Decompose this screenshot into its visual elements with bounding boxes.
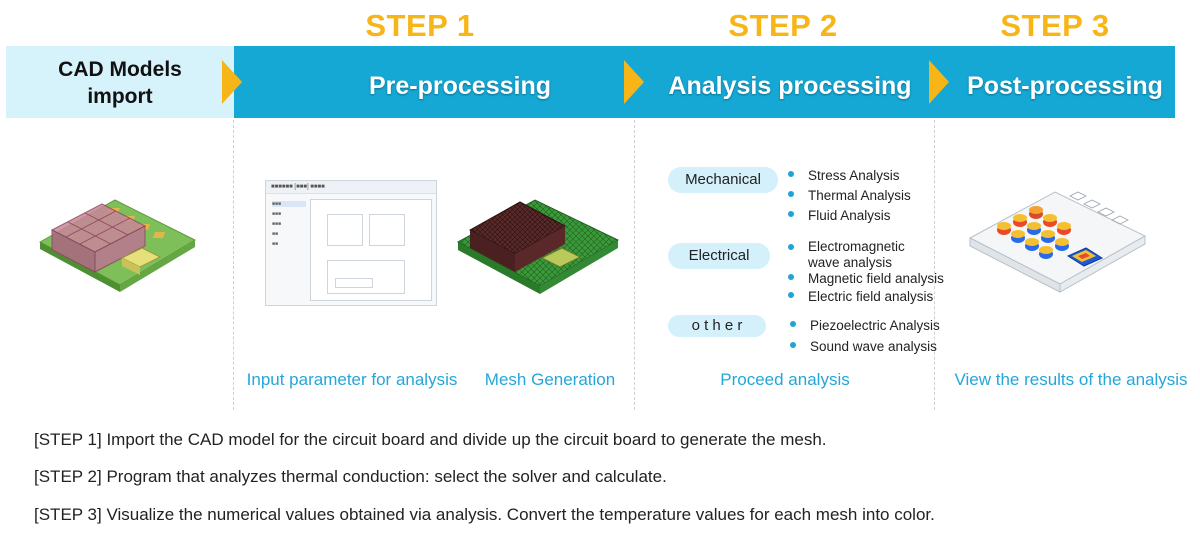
cad-import-line1: CAD Models bbox=[58, 58, 182, 81]
caption-proceed-analysis: Proceed analysis bbox=[720, 370, 850, 389]
step1-title: STEP 1 bbox=[365, 8, 475, 43]
list-item: Fluid Analysis bbox=[788, 208, 911, 228]
bullet-icon bbox=[788, 292, 794, 298]
results-model-image bbox=[960, 180, 1160, 310]
list-item: Electric field analysis bbox=[788, 289, 944, 307]
group-pill-mechanical: Mechanical bbox=[668, 167, 778, 193]
caption-mesh-generation: Mesh Generation bbox=[484, 370, 616, 389]
group-pill-electrical: Electrical bbox=[668, 243, 770, 269]
bullet-icon bbox=[788, 244, 794, 250]
electrical-list bbox=[788, 239, 944, 307]
arrow-icon-1 bbox=[220, 60, 246, 104]
caption-view-results: View the results of the analysis bbox=[954, 370, 1188, 389]
mechanical-list bbox=[788, 168, 911, 228]
cad-model-image bbox=[30, 180, 205, 305]
bullet-icon bbox=[788, 191, 794, 197]
step3-title: STEP 3 bbox=[1000, 8, 1110, 43]
bullet-icon bbox=[790, 321, 796, 327]
arrow-icon-2 bbox=[622, 60, 648, 104]
pre-processing-label: Pre-processing bbox=[368, 72, 551, 100]
list-item: Piezoelectric Analysis bbox=[790, 318, 940, 339]
analysis-processing-label: Analysis processing bbox=[668, 72, 912, 100]
bullet-icon bbox=[788, 171, 794, 177]
list-item: Magnetic field analysis bbox=[788, 271, 944, 289]
caption-input-parameter: Input parameter for analysis bbox=[246, 370, 458, 389]
step2-title: STEP 2 bbox=[728, 8, 838, 43]
list-item: Sound wave analysis bbox=[790, 339, 940, 359]
bullet-icon bbox=[788, 211, 794, 217]
arrow-icon-3 bbox=[927, 60, 953, 104]
separator-1 bbox=[233, 120, 234, 410]
step1-description: [STEP 1] Import the CAD model for the circuit board and divide up the circuit board to generate the mesh. bbox=[34, 430, 827, 449]
bullet-icon bbox=[788, 274, 794, 280]
group-pill-other: o t h e r bbox=[668, 315, 766, 337]
bullet-icon bbox=[790, 342, 796, 348]
list-item: Stress Analysis bbox=[788, 168, 911, 188]
cad-import-line2: import bbox=[87, 85, 153, 108]
mesh-model-image bbox=[450, 182, 625, 302]
separator-2 bbox=[634, 120, 635, 410]
step2-description: [STEP 2] Program that analyzes thermal conduction: select the solver and calculate. bbox=[34, 467, 667, 486]
post-processing-label: Post-processing bbox=[967, 72, 1163, 100]
cad-import-band bbox=[6, 46, 234, 118]
step3-description: [STEP 3] Visualize the numerical values obtained via analysis. Convert the temperature values for each mesh into color. bbox=[34, 505, 935, 524]
other-list bbox=[790, 318, 940, 359]
list-item: Thermal Analysis bbox=[788, 188, 911, 208]
parameter-window-image: ■■■■■■ [■■■] ■■■■ ■■■ ■■■ ■■■ ■■ ■■ bbox=[265, 180, 437, 306]
list-item: Electromagnetic wave analysis bbox=[788, 239, 944, 271]
